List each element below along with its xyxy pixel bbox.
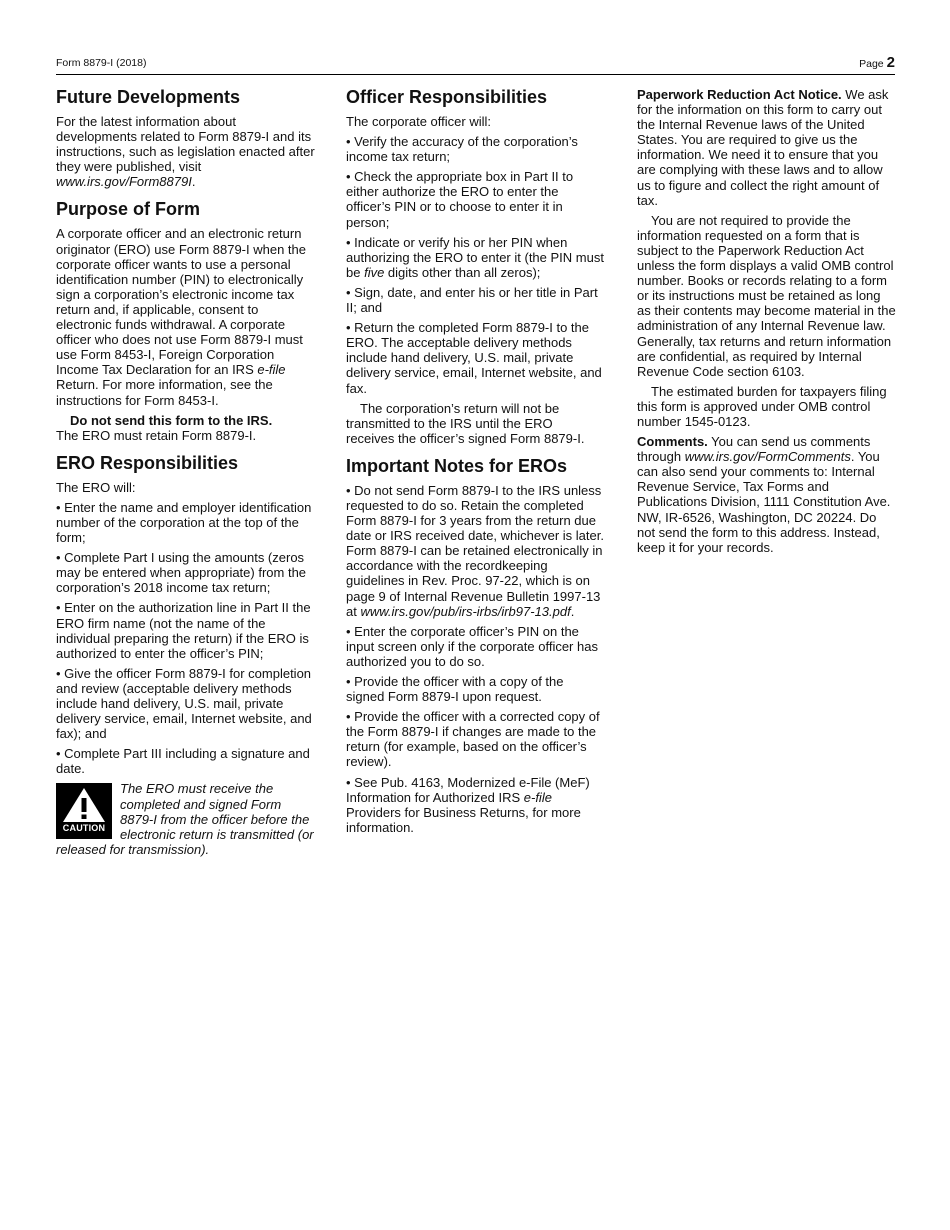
- column-left: [56, 86, 315, 857]
- ero-list-item: • Enter the name and employer identification number of the corporation at the top of the form;: [56, 499, 312, 546]
- officer-list-item: • Indicate or verify his or her PIN when authorizing the ERO to enter it (the PIN must be five digits other than all zeros);: [346, 234, 604, 280]
- not-required-text: You are not required to provide the information requested on a form that is subject to the Paperwork Reduction Act unless the form displays a valid OMB control number. Books or records relating to a form or its instructions must be retained as long as their contents may become material in the administration of any Internal Revenue law. Generally, tax returns and return information are confidential, as required by Internal Revenue Code section 6103.: [637, 212, 896, 379]
- paperwork-heading: Paperwork Reduction Act Notice.: [637, 87, 842, 102]
- ero-list-item: • Enter on the authorization line in Part II the ERO firm name (not the name of the individual preparing the return) if the ERO is authorized to enter the officer’s PIN;: [56, 600, 311, 661]
- page-indicator: [859, 54, 895, 71]
- page-number: 2: [886, 54, 895, 71]
- ero-list-item: • Complete Part III including a signature and date.: [56, 746, 310, 777]
- notes-list-item: • Enter the corporate officer’s PIN on the input screen only if the corporate officer has authorized you to do so.: [346, 623, 598, 669]
- page-label: Page: [859, 58, 884, 70]
- caution-note: [56, 781, 315, 856]
- ero-list-item: • Give the officer Form 8879-I for completion and review (acceptable delivery methods include hand delivery, U.S. mail, private delivery service, email, Internet website, and fax); and: [56, 665, 312, 742]
- form-id: Form 8879-I (2018): [56, 57, 147, 69]
- notes-list-item: • See Pub. 4163, Modernized e-File (MeF) Information for Authorized IRS e-file Providers for Business Returns, for more information.: [346, 774, 590, 835]
- future-developments-heading: Future Developments: [56, 87, 241, 107]
- paperwork-notice: Paperwork Reduction Act Notice. We ask for the information on this form to carry out the Internal Revenue laws of the United States. You are required to give us the information. We need it to ensure that you are complying with these laws and to allow us to figure and collect the right amount of tax.: [637, 87, 889, 208]
- comments-link[interactable]: www.irs.gov/FormComments: [684, 449, 851, 465]
- officer-transmit-note: The corporation’s return will not be transmitted to the IRS until the ERO receives the officer’s signed Form 8879-I.: [346, 400, 585, 446]
- officer-list-item: • Sign, date, and enter his or her title in Part II; and: [346, 284, 598, 316]
- officer-list-item: • Check the appropriate box in Part II to either authorize the ERO to enter the officer’s PIN or to choose to enter it in person;: [346, 169, 574, 230]
- officer-list-item: • Verify the accuracy of the corporation’s income tax return;: [346, 134, 578, 165]
- important-notes-heading: Important Notes for EROs: [346, 455, 568, 476]
- future-developments-text: For the latest information about developments related to Form 8879-I and its instructions, such as legislation enacted after they were published, visit www.irs.gov/Form8879I.: [56, 114, 315, 190]
- purpose-heading: Purpose of Form: [56, 199, 201, 220]
- purpose-text: A corporate officer and an electronic return originator (ERO) use Form 8879-I when the corporate officer wants to use a personal identification number (PIN) to electronically sign a corporation’s electronic income tax return and, if applicable, consent to electronic funds withdrawal. A corporate officer who does not use Form 8879-I must use Form 8453-I, Foreign Corporation Income Tax Declaration for an IRS e-file Return. For more information, see the instructions for Form 8453-I.: [56, 226, 306, 408]
- comments-heading: Comments.: [637, 434, 708, 450]
- burden-text: The estimated burden for taxpayers filing this form is approved under OMB control number 1545-0123.: [637, 383, 887, 429]
- page-header: [56, 54, 895, 75]
- caution-label: CAUTION: [62, 823, 106, 834]
- irb-link[interactable]: www.irs.gov/pub/irs-irbs/irb97-13.pdf: [360, 603, 571, 619]
- notes-list-item: • Provide the officer with a copy of the signed Form 8879-I upon request.: [346, 674, 564, 705]
- officer-intro: The corporate officer will:: [346, 114, 491, 129]
- warning-triangle-icon: [62, 787, 106, 823]
- column-right: [637, 86, 897, 560]
- notes-list-item: • Provide the officer with a corrected copy of the Form 8879-I if changes are made to the return (for example, based on the officer’s review).: [346, 709, 600, 770]
- ero-responsibilities-heading: ERO Responsibilities: [56, 452, 239, 473]
- comments-text: Comments. You can send us comments through www.irs.gov/FormComments. You can also send your comments to: Internal Revenue Service, Tax Forms and Publications Division, 1111 Constitution Ave. NW, IR-6526, Washington, DC 20224. Do not send the form to this address. Instead, keep it for your records.: [637, 434, 891, 555]
- caution-icon: [56, 783, 112, 839]
- ero-intro: The ERO will:: [56, 479, 136, 495]
- do-not-send-note: Do not send this form to the IRS. The ERO must retain Form 8879-I.: [56, 412, 273, 443]
- column-middle: [346, 86, 604, 840]
- officer-list-item: • Return the completed Form 8879-I to the ERO. The acceptable delivery methods include hand delivery, U.S. mail, private delivery service, email, Internet website, and fax.: [346, 320, 602, 396]
- future-developments-link[interactable]: www.irs.gov/Form8879I: [56, 174, 192, 190]
- officer-responsibilities-heading: Officer Responsibilities: [346, 87, 548, 107]
- caution-text: The ERO must receive the completed and signed Form 8879-I from the officer before the electronic return is transmitted (or released for transmission).: [56, 781, 314, 857]
- notes-list-item: • Do not send Form 8879-I to the IRS unless requested to do so. Retain the completed Form 8879-I for 3 years from the return due date or IRS received date, whichever is later. Form 8879-I can be retained electronically in accordance with the recordkeeping guidelines in Rev. Proc. 97-22, which is on page 9 of Internal Revenue Bulletin 1997-13 at www.irs.gov/pub/irs-irbs/irb97-13.pdf.: [346, 482, 604, 619]
- ero-list-item: • Complete Part I using the amounts (zeros may be entered when appropriate) from the corporation’s 2018 income tax return;: [56, 550, 307, 596]
